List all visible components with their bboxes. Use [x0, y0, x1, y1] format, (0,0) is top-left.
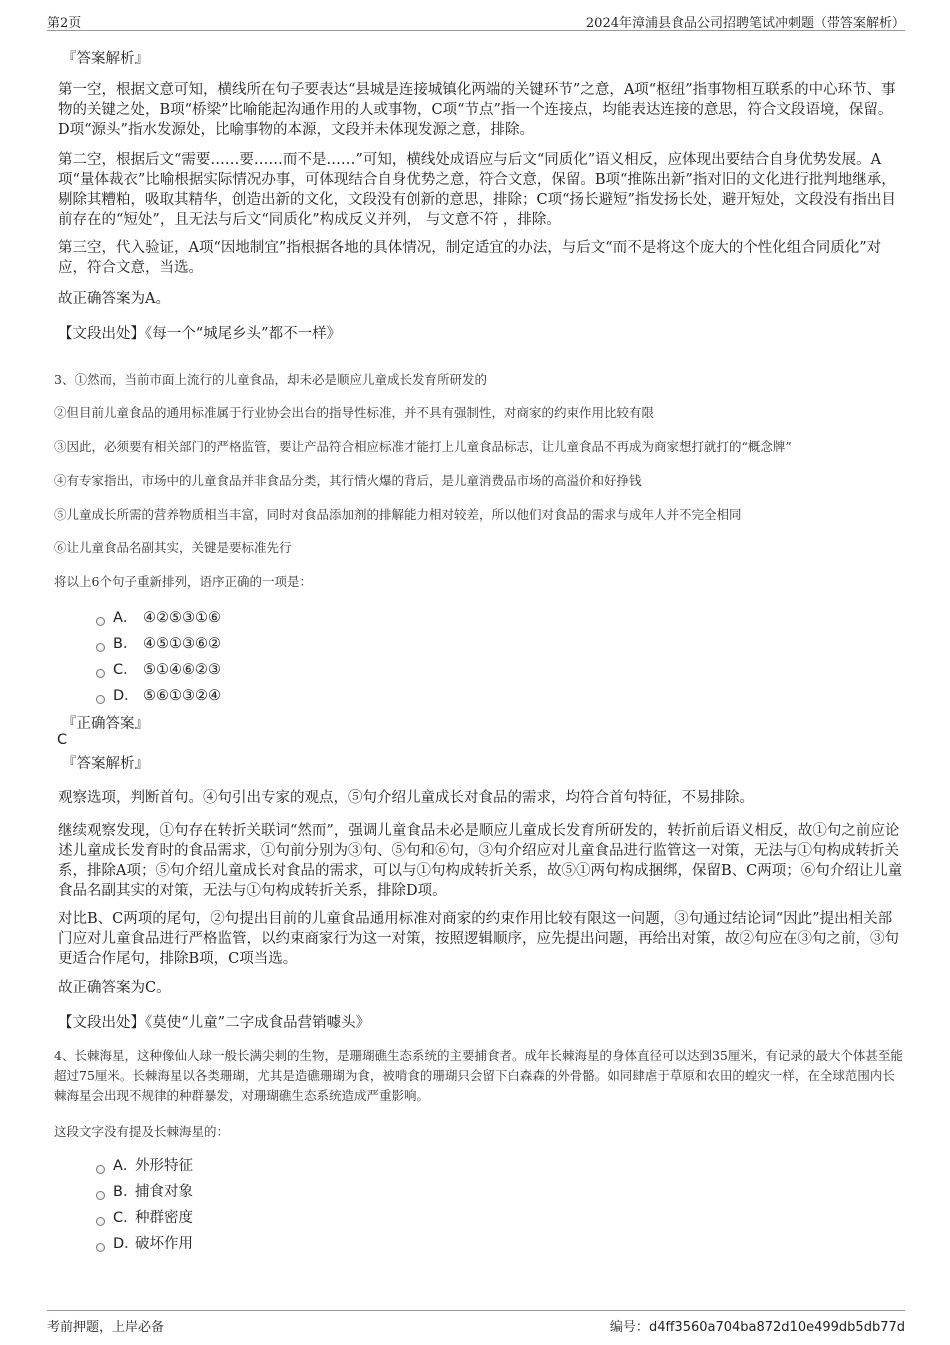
q3-analysis-para3: 对比B、C两项的尾句，②句提出目前的儿童食品通用标准对商家的约束作用比较有限这一问题，③句通过结论词“因此”提出相关部门应对儿童食品进行严格监管，以约束商家行为这一对策，按照逻辑顺序，应先提出问题，再给出对策，故②句应在③句之前，③句更适合作尾句，排除B项，C项当选。: [58, 911, 899, 967]
option-text: ⑤⑥①③②④: [143, 688, 221, 704]
radio-button[interactable]: [96, 643, 105, 652]
radio-button[interactable]: [96, 1165, 105, 1174]
q4-option-d[interactable]: D． 破坏作用: [96, 1234, 193, 1254]
option-text: ④②⑤③①⑥: [143, 610, 221, 626]
q3-sentence-2: ②但目前儿童食品的通用标准属于行业协会出台的指导性标准，并不具有强制性，对商家的约束作用比较有限: [54, 405, 655, 420]
q3-sentence-1: 3、①然而，当前市面上流行的儿童食品，却未必是顺应儿童成长发育所研发的: [54, 372, 487, 387]
option-text: 种群密度: [135, 1210, 193, 1226]
q3-option-c[interactable]: C． ⑤①④⑥②③: [96, 660, 221, 680]
option-text: ⑤①④⑥②③: [143, 662, 221, 678]
q3-option-b[interactable]: B． ④⑤①③⑥②: [96, 634, 221, 654]
page-footer: [47, 1310, 905, 1337]
q3-option-d[interactable]: D． ⑤⑥①③②④: [96, 686, 221, 706]
q3-analysis-para1: 观察选项，判断首句。④句引出专家的观点，⑤句介绍儿童成长对食品的需求，均符合首句特征，不易排除。: [58, 790, 754, 806]
radio-button[interactable]: [96, 1243, 105, 1252]
q3-sentence-3: ③因此，必须要有相关部门的严格监管，要让产品符合相应标准才能打上儿童食品标志，让儿童食品不再成为商家想打就打的“概念牌”: [54, 439, 792, 454]
q3-option-a[interactable]: A． ④②⑤③①⑥: [96, 608, 221, 628]
q2-analysis-para2: 第二空，根据后文“需要……要……而不是……”可知，横线处成语应与后文“同质化”语义相反，应体现出要结合自身优势发展。A项“量体裁衣”比喻根据实际情况办事，可体现结合自身优势之意，符合文意，保留。B项“推陈出新”指对旧的文化进行批判地继承，剔除其糟粕，吸取其精华，创造出新的文化，文段没有创新的意思，排除；C项“扬长避短”指发扬长处，避开短处，文段没有指出目前存在的“短处”，且无法与后文“同质化”构成反义并列， 与文意不符 ，排除。: [58, 152, 896, 228]
option-text: ④⑤①③⑥②: [143, 636, 221, 652]
analysis-heading: 『答案解析』: [62, 51, 149, 67]
document-title: 2024年漳浦县食品公司招聘笔试冲刺题（带答案解析）: [585, 16, 905, 31]
radio-button[interactable]: [96, 1191, 105, 1200]
q3-sentence-6: ⑥让儿童食品名副其实，关键是要标准先行: [54, 540, 292, 555]
q3-analysis-para2: 继续观察发现，①句存在转折关联词“然而”，强调儿童食品未必是顺应儿童成长发育所研发的，转折前后语义相反，故①句之前应论述儿童成长发育时的食品需求，①句前分别为③句、⑤句和⑥句，③句介绍应对儿童食品进行监管这一对策，无法与①句构成转折关系，排除A项；⑤句介绍儿童成长对食品的需求，可以与①句构成转折关系，故⑤①两句构成捆绑，保留B、C两项；⑥句介绍让儿童食品名副其实的对策，无法与①句构成转折关系，排除D项。: [58, 823, 903, 899]
footer-slogan: 考前押题，上岸必备: [47, 1320, 165, 1335]
option-text: 捕食对象: [135, 1184, 193, 1200]
q2-analysis-para1: 第一空，根据文意可知，横线所在句子要表达“县城是连接城镇化两端的关键环节”之意，A项“枢纽”指事物相互联系的中心环节、事物的关键之处，B项“桥梁”比喻能起沟通作用的人或事物，C项“节点”指一个连接点，均能表达连接的意思，符合文段语境，保留。D项“源头”指水发源处，比喻事物的本源，文段并未体现发源之意，排除。: [58, 82, 896, 138]
correct-answer-heading: 『正确答案』: [62, 716, 149, 732]
q3-sentence-5: ⑤儿童成长所需的营养物质相当丰富，同时对食品添加剂的排解能力相对较差，所以他们对食品的需求与成年人并不完全相同: [54, 507, 742, 522]
q3-source: 【文段出处】《莫使“儿童”二字成食品营销噱头》: [58, 1015, 371, 1031]
q2-conclusion: 故正确答案为A。: [58, 291, 170, 307]
option-text: 外形特征: [135, 1158, 193, 1174]
radio-button[interactable]: [96, 617, 105, 626]
radio-button[interactable]: [96, 669, 105, 678]
q4-option-b[interactable]: B． 捕食对象: [96, 1182, 193, 1202]
page-number: 第2页: [47, 16, 82, 31]
q3-prompt: 将以上6个句子重新排列，语序正确的一项是：: [54, 574, 312, 589]
q2-source: 【文段出处】《每一个“城尾乡头”都不一样》: [58, 326, 342, 342]
option-text: 破坏作用: [135, 1236, 193, 1252]
q4-stem: 4、长棘海星，这种像仙人球一般长满尖刺的生物，是珊瑚礁生态系统的主要捕食者。成年长棘海星的身体直径可以达到35厘米，有记录的最大个体甚至能超过75厘米。长棘海星以各类珊瑚，尤其是造礁珊瑚为食，被啃食的珊瑚只会留下白森森的外骨骼。如同肆虐于草原和农田的蝗灾一样，在全球范围内长棘海星会出现不规律的种群暴发，对珊瑚礁生态系统造成严重影响。: [54, 1048, 903, 1103]
radio-button[interactable]: [96, 1217, 105, 1226]
q4-option-c[interactable]: C． 种群密度: [96, 1208, 193, 1228]
analysis-heading: 『答案解析』: [62, 756, 149, 772]
correct-answer: C: [57, 732, 68, 748]
q4-option-a[interactable]: A． 外形特征: [96, 1156, 193, 1176]
q2-analysis-para3: 第三空，代入验证，A项“因地制宜”指根据各地的具体情况，制定适宜的办法，与后文“而不是将这个庞大的个性化组合同质化”对应，符合文意，当选。: [58, 240, 882, 276]
q3-sentence-4: ④有专家指出，市场中的儿童食品并非食品分类，其行情火爆的背后，是儿童消费品市场的高溢价和好挣钱: [54, 473, 642, 488]
radio-button[interactable]: [96, 695, 105, 704]
document-code: 编号：d4ff3560a704ba872d10e499db5db77d: [609, 1320, 905, 1335]
q3-conclusion: 故正确答案为C。: [58, 980, 171, 996]
page-header: [47, 8, 905, 31]
q4-prompt: 这段文字没有提及长棘海星的：: [54, 1124, 230, 1139]
